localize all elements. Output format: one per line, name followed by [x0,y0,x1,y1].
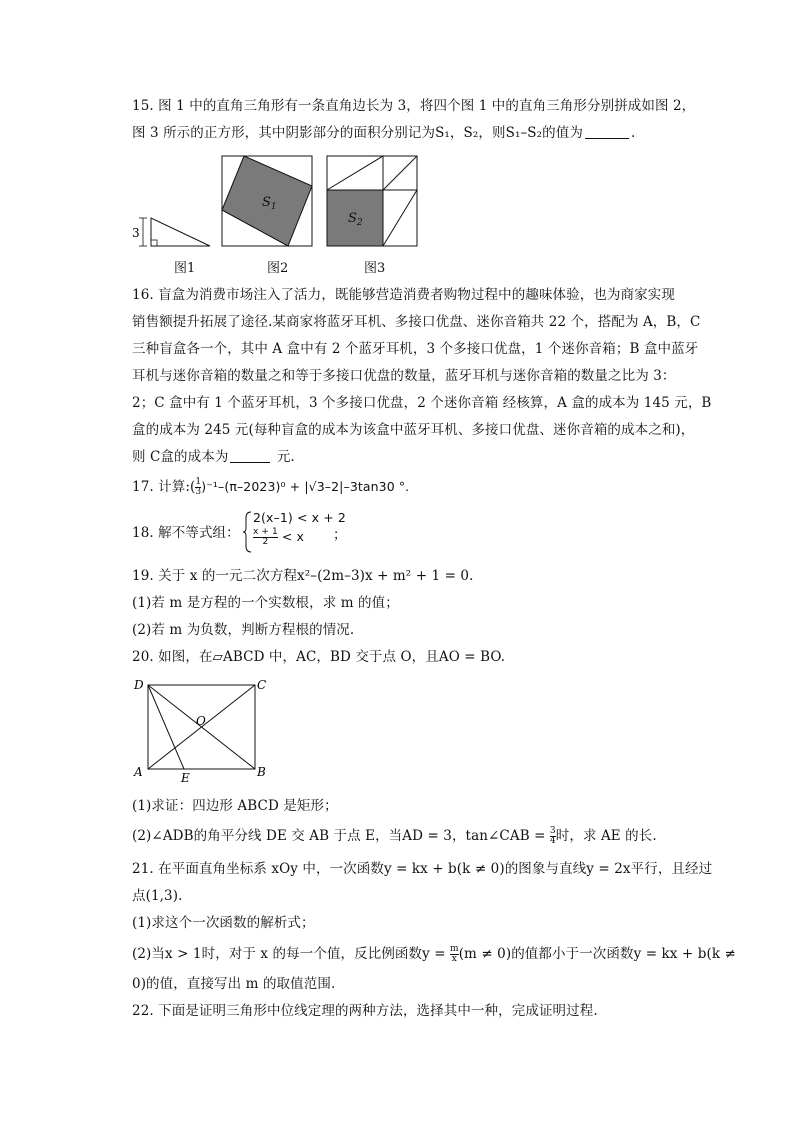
figure3-s2-label: $S_2$ [348,211,363,228]
q22-line1: 22. 下面是证明三角形中位线定理的两种方法，选择其中一种，完成证明过程. [132,1003,598,1019]
q19-line3: (2)若 m 为负数，判断方程根的情况. [132,622,355,638]
figure3-caption: 图3 [364,261,386,276]
figure2-square [222,156,312,246]
figure3-square [327,156,417,246]
q18-ineq2-rest: < x [281,529,305,544]
q18-ineq2 [253,528,304,547]
q20-label-b: B [257,765,266,779]
q18-fraction [253,528,278,547]
q20-line3-b: 时，求 AE 的长. [555,828,657,844]
q17-frac-den: 3 [195,487,202,497]
q21-line3: (1)求这个一次函数的解析式； [132,915,315,931]
figure2-s1-label: $S_1$ [262,195,277,212]
q20-line3 [132,827,657,846]
q20-line1: 20. 如图，在▱ABCD 中，AC，BD 交于点 O，且AO = BO. [132,649,506,665]
q18-suffix: ； [333,527,347,543]
q18-frac-num: x + 1 [253,527,278,537]
q15-line2-text: 图 3 所示的正方形，其中阴影部分的面积分别记为S₁，S₂，则S₁–S₂的值为 [132,125,583,141]
q21-line5: 0)的值，直接写出 m 的取值范围. [132,976,336,992]
q20-label-c: C [257,678,267,692]
q20-label-a: A [134,765,143,779]
q20-frac-num: 3 [549,826,556,836]
q20-figure [130,675,270,785]
q18-brace [243,510,253,554]
q21-line4-a: (2)当x > 1时，对于 x 的每一个值，反比例函数y = [132,946,451,962]
q17-expression: )⁻¹–(π–2023)⁰ + |√3–2|–3tan30 °. [201,479,410,494]
q16-last-prefix: 则 C盒的成本为 [132,449,229,465]
q19-line2: (1)若 m 是方程的一个实数根，求 m 的值； [132,595,399,611]
q17-prefix: 17. 计算:( [132,479,196,495]
q17-frac-num: 1 [195,477,202,487]
q20-line3-a: (2)∠ADB的角平分线 DE 交 AB 于点 E，当AD = 3，tan∠CAB = [132,828,550,844]
q16-line3: 三种盲盒各一个，其中 A 盒中有 2 个蓝牙耳机，3 个多接口优盘，1 个迷你音箱；B 盒中蓝牙 [132,341,699,357]
q20-line2: (1)求证：四边形 ABCD 是矩形； [132,798,338,814]
q18-ineq1: 2(x–1) < x + 2 [253,510,346,525]
q15-line2-end: . [630,125,636,141]
q20-label-o: O [196,714,206,728]
q16-line7 [132,448,295,466]
figure1-triangle [132,218,210,246]
q18-prefix: 18. 解不等式组： [132,525,240,541]
figure1-side-label: 3 [132,226,140,240]
q21-line2: 点(1,3). [132,888,183,904]
q15-answer-blank [585,125,629,139]
q15-line2 [132,124,635,142]
q21-line4 [132,945,736,964]
figure2-caption: 图2 [267,261,289,276]
q21-line4-b: (m ≠ 0)的值都小于一次函数y = kx + b(k ≠ [458,946,736,962]
q18-frac-den: 2 [253,537,278,547]
q21-frac-num: m [450,944,459,954]
q16-line2: 销售额提升拓展了途径.某商家将蓝牙耳机、多接口优盘、迷你音箱共 22 个，搭配为 A，B，C [132,314,701,330]
q16-line4: 耳机与迷你音箱的数量之和等于多接口优盘的数量，蓝牙耳机与迷你音箱的数量之比为 3： [132,368,676,384]
q16-answer-blank [230,449,270,463]
q21-line1: 21. 在平面直角坐标系 xOy 中，一次函数y = kx + b(k ≠ 0)的图象与直线y = 2x平行，且经过 [132,861,713,877]
q21-fraction [450,945,459,964]
q20-frac-den: 4 [549,836,556,846]
q16-last-suffix: 元. [272,449,295,465]
q15-line1: 15. 图 1 中的直角三角形有一条直角边长为 3，将四个图 1 中的直角三角形分别拼成如图 2， [132,98,696,114]
q17-line [132,478,409,497]
figure1-caption: 图1 [174,261,196,276]
q20-label-e: E [181,771,190,785]
q15-figures [130,152,430,270]
q20-label-d: D [134,678,144,692]
q19-line1: 19. 关于 x 的一元二次方程x²–(2m–3)x + m² + 1 = 0. [132,568,474,584]
q16-line1: 16. 盲盒为消费市场注入了活力，既能够营造消费者购物过程中的趣味体验，也为商家实现 [132,287,675,303]
q16-line5: 2；C 盒中有 1 个蓝牙耳机，3 个多接口优盘，2 个迷你音箱 经核算，A 盒的成本为 145 元，B [132,395,712,411]
q21-frac-den: x [451,954,457,964]
q16-line6: 盒的成本为 245 元(每种盲盒的成本为该盒中蓝牙耳机、多接口优盘、迷你音箱的成本之和)， [132,422,695,438]
